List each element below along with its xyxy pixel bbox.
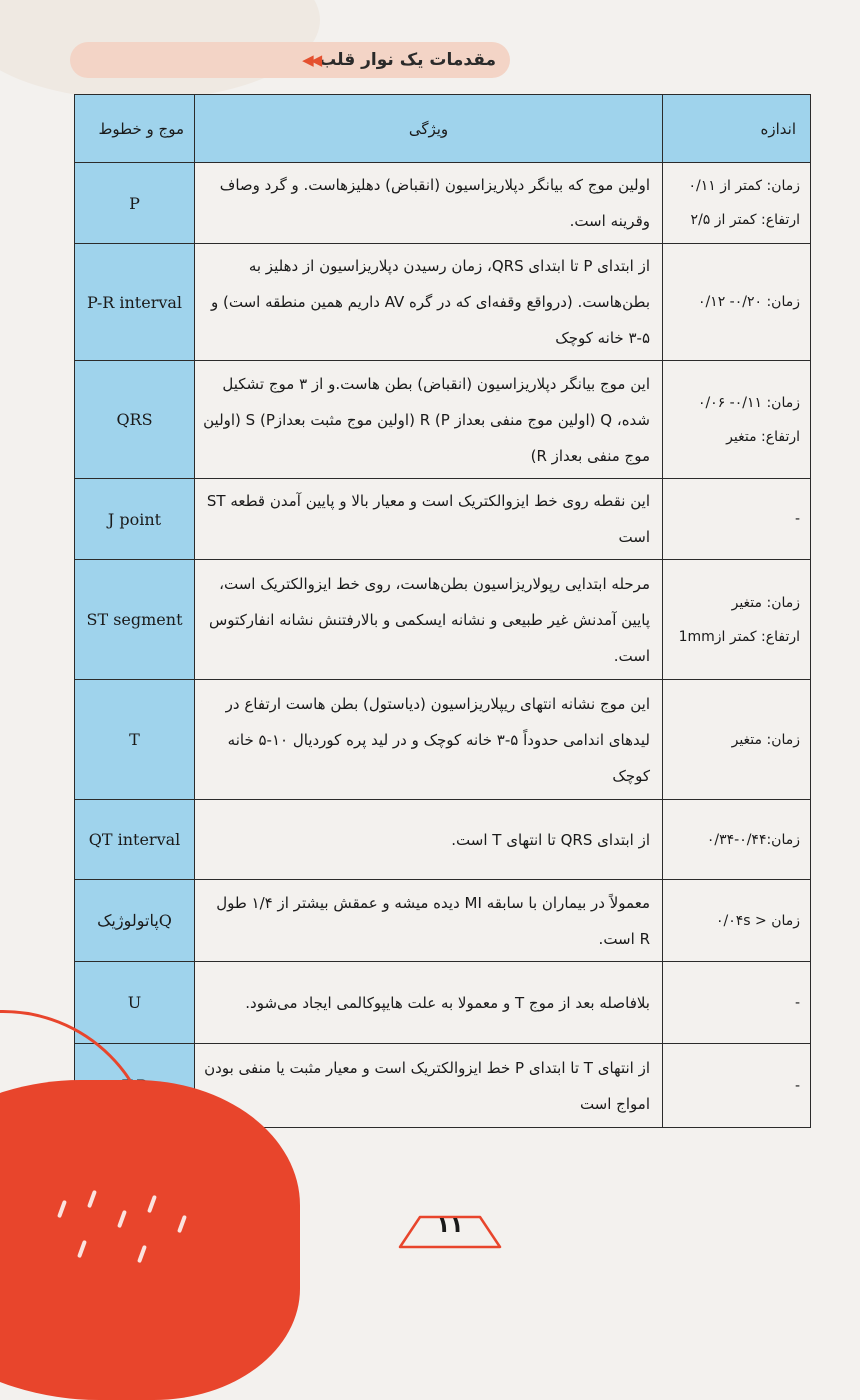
chapter-title: مقدمات یک نوار قلب bbox=[319, 50, 496, 70]
size-cell bbox=[663, 680, 811, 800]
size-cell bbox=[663, 962, 811, 1044]
feature-cell: این موج بیانگر دپلاریزاسیون (انقباض) بطن هاست.و از ۳ موج تشکیل شده، Q (اولین موج منفی بعداز P) R (اولین موج مثبت بعدازP) S (اولین موج منفی بعداز R) bbox=[195, 361, 663, 479]
double-arrow-icon: ◀◀ bbox=[302, 51, 320, 69]
size-line: زمان: ۰/۲۰- ۰/۱۲ bbox=[697, 294, 800, 310]
size-cell bbox=[663, 560, 811, 680]
feature-cell: از انتهای T تا ابتدای P خط ایزوالکتریک است و معیار مثبت یا منفی بودن امواج است bbox=[195, 1044, 663, 1128]
size-line: - bbox=[794, 511, 800, 527]
header-size: اندازه bbox=[663, 95, 811, 163]
wave-cell: Qپاتولوژیک bbox=[75, 880, 195, 962]
decorative-dots bbox=[20, 1160, 280, 1280]
table-row bbox=[75, 680, 811, 800]
wave-cell: QRS bbox=[75, 361, 195, 479]
size-line: زمان: ۰/۱۱- ۰/۰۶ bbox=[697, 394, 800, 411]
feature-cell: معمولاً در بیماران با سابقه MI دیده میشه و عمقش بیشتر از ۱/۴ طول R است. bbox=[195, 880, 663, 962]
feature-cell: این موج نشانه انتهای ریپلاریزاسیون (دیاستول) بطن هاست ارتفاع در لیدهای اندامی حدوداً ۵-۳ خانه کوچک و در لید پره کوردیال ۱۰-۵ خانه کوچک bbox=[195, 680, 663, 800]
table-row bbox=[75, 244, 811, 361]
wave-cell: J point bbox=[75, 479, 195, 560]
size-cell bbox=[663, 244, 811, 361]
size-cell bbox=[663, 361, 811, 479]
size-line: - bbox=[794, 994, 800, 1011]
feature-cell: مرحله ابتدایی رپولاریزاسیون بطن‌هاست، روی خط ایزوالکتریک است، پایین آمدنش غیر طبیعی و نشانه ایسکمی و بالارفتنش نشانه انفارکتوس است. bbox=[195, 560, 663, 680]
size-line: - bbox=[794, 1077, 800, 1094]
feature-cell: این نقطه روی خط ایزوالکتریک است و معیار بالا و پایین آمدن قطعه ST است bbox=[195, 479, 663, 560]
wave-cell: ST segment bbox=[75, 560, 195, 680]
header-feature: ویژگی bbox=[195, 95, 663, 163]
size-cell bbox=[663, 800, 811, 880]
table-row bbox=[75, 962, 811, 1044]
size-line: ارتفاع: کمتر از1mm bbox=[678, 628, 800, 645]
feature-cell: از ابتدای P تا ابتدای QRS، زمان رسیدن دپلاریزاسیون از دهلیز به بطن‌هاست. (درواقع وقفه‌ای که در گره AV داریم همین منطقه است) و ۵-۳ خانه کوچک bbox=[195, 244, 663, 361]
wave-cell: P bbox=[75, 163, 195, 244]
wave-cell: QT interval bbox=[75, 800, 195, 880]
table-row bbox=[75, 560, 811, 680]
size-line: زمان:۰/۴۴-۰/۳۴ bbox=[706, 831, 800, 848]
table-row bbox=[75, 163, 811, 244]
feature-cell: بلافاصله بعد از موج T و معمولا به علت هایپوکالمی ایجاد می‌شود. bbox=[195, 962, 663, 1044]
table-header-row bbox=[75, 95, 811, 163]
size-line: زمان: متغیر bbox=[731, 731, 800, 748]
size-line: ارتفاع: کمتر از ۲/۵ bbox=[690, 212, 800, 228]
size-cell bbox=[663, 880, 811, 962]
table-row bbox=[75, 800, 811, 880]
chapter-header-bar bbox=[70, 42, 510, 78]
table-row bbox=[75, 880, 811, 962]
size-line: ارتفاع: متغیر bbox=[726, 428, 800, 445]
wave-cell: U bbox=[75, 962, 195, 1044]
table-row bbox=[75, 479, 811, 560]
size-line: زمان < ۰/۰۴s bbox=[715, 912, 800, 929]
page-number: ۱۱ bbox=[436, 1213, 464, 1238]
size-cell bbox=[663, 479, 811, 560]
wave-cell: T bbox=[75, 680, 195, 800]
size-cell bbox=[663, 163, 811, 244]
feature-cell: از ابتدای QRS تا انتهای T است. bbox=[195, 800, 663, 880]
size-line: زمان: کمتر از ۰/۱۱ bbox=[688, 178, 800, 194]
size-cell bbox=[663, 1044, 811, 1128]
header-wave: موج و خطوط bbox=[75, 95, 195, 163]
wave-cell: P-R interval bbox=[75, 244, 195, 361]
table-row bbox=[75, 361, 811, 479]
feature-cell: اولین موج که بیانگر دپلاریزاسیون (انقباض) دهلیزهاست. و گرد وصاف وقرینه است. bbox=[195, 163, 663, 244]
ecg-waves-table bbox=[74, 94, 811, 1128]
page-number-badge bbox=[395, 1205, 505, 1255]
size-line: زمان: متغیر bbox=[731, 594, 800, 611]
